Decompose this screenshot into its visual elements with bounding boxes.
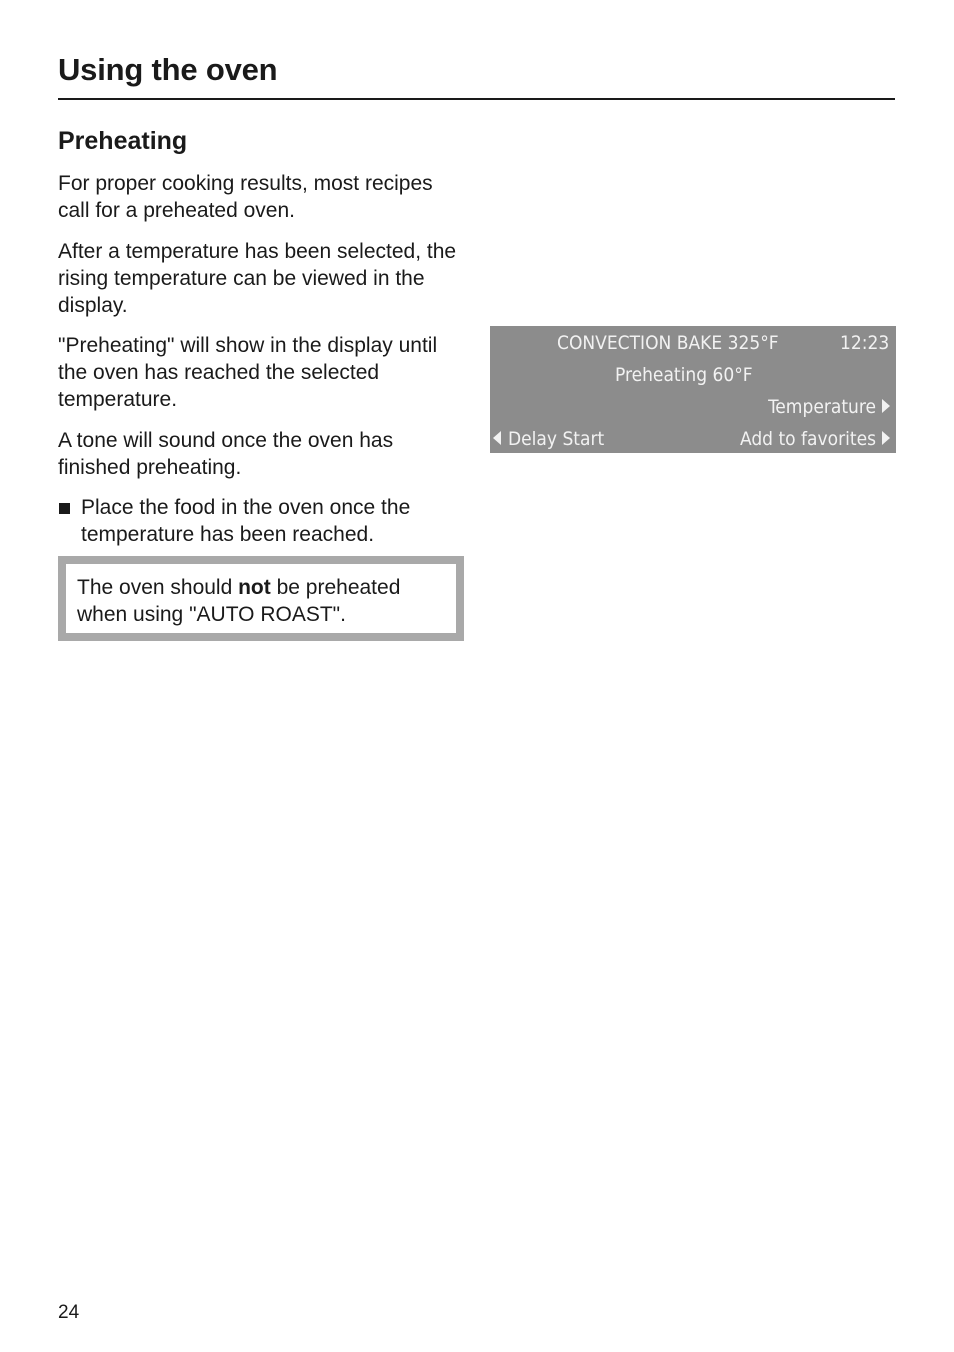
note-box <box>58 556 464 641</box>
arrow-right-icon <box>882 431 890 445</box>
display-favorites-option[interactable] <box>740 428 890 450</box>
section-heading: Preheating <box>58 127 188 155</box>
note-text-end: be preheated when using "AUTO ROAST". <box>77 576 401 626</box>
page-title: Using the oven <box>58 52 278 87</box>
arrow-left-icon <box>493 431 501 445</box>
paragraph-preheating-display: "Preheating" will show in the display until the oven has reached the selected temperature. <box>58 334 438 411</box>
title-divider <box>58 98 895 100</box>
paragraph-rising-temperature: After a temperature has been selected, the rising temperature can be viewed in the display. <box>58 240 457 317</box>
display-mode: CONVECTION BAKE 325°F <box>557 332 779 354</box>
favorites-label: Add to favorites <box>739 428 876 450</box>
oven-display-screen <box>490 326 896 453</box>
display-status: Preheating 60°F <box>615 364 753 386</box>
paragraph-tone: A tone will sound once the oven has finished preheating. <box>58 429 394 479</box>
display-time: 12:23 <box>840 332 890 354</box>
display-delay-start-option[interactable] <box>493 428 604 450</box>
note-emphasis: not <box>238 576 271 599</box>
page-number: 24 <box>58 1302 80 1323</box>
arrow-right-icon <box>882 399 890 413</box>
bullet-text: Place the food in the oven once the temperature has been reached. <box>81 496 411 546</box>
display-temperature-option[interactable] <box>768 396 890 418</box>
square-bullet-icon <box>59 503 70 514</box>
temperature-option-label: Temperature <box>768 396 876 418</box>
note-text-start: The oven should <box>77 576 239 599</box>
paragraph-intro: For proper cooking results, most recipes call for a preheated oven. <box>58 172 433 222</box>
delay-start-label: Delay Start <box>508 428 605 450</box>
bullet-item <box>58 494 458 548</box>
